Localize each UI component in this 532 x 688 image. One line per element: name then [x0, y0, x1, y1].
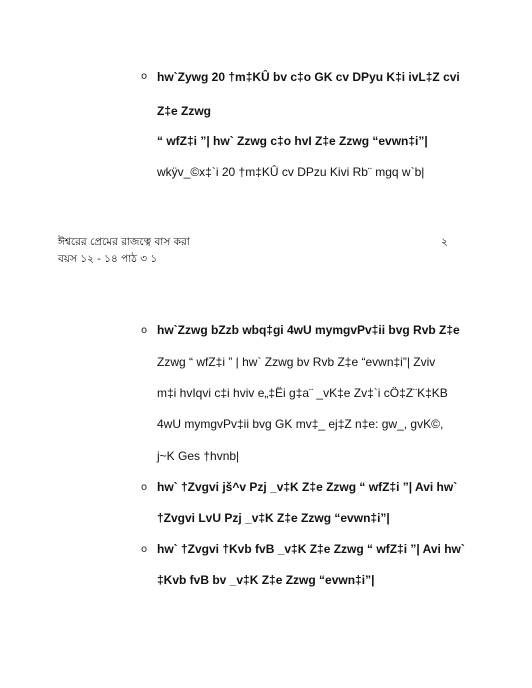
text-line: hw` †Zvgvi jš^v Pzj _v‡K Z‡e Zzwg “ wfZ‡i ”| Avi hw`: [157, 480, 458, 494]
bullet-marker: o: [141, 71, 148, 82]
bullet-marker: o: [141, 482, 148, 493]
text-line: “ wfZ‡i ”| hw` Zzwg c‡o hvI Z‡e Zzwg “evwn‡i”|: [157, 134, 428, 148]
text-line: 4wU mymgvPv‡ii bvg GK mv‡_ ej‡Z n‡e: gw_, gvK©,: [157, 417, 444, 431]
text-line: m‡i hvIqvi c‡i hviv e„‡Ëi g‡a¨ _vK‡e Zv‡`i cÖ‡Z¨K‡KB: [157, 386, 448, 400]
bullet-marker: o: [141, 544, 148, 555]
text-line: ‡Kvb fvB bv _v‡K Z‡e Zzwg “evwn‡i”|: [157, 573, 375, 587]
text-line: j~K Ges †hvnb|: [157, 449, 240, 463]
text-line: hw`Zzwg bZzb wbq‡gi 4wU mymgvPv‡ii bvg Rvb Z‡e: [157, 323, 460, 337]
page-header-title: ঈশ্বরের প্রেমের রাজত্বে বাস করা: [58, 236, 190, 248]
text-line: †Zvgvi LvU Pzj _v‡K Z‡e Zzwg “evwn‡i”|: [157, 511, 390, 525]
page-header-subtitle: বয়স ১২ - ১৪ পাঠ ৩ ১: [58, 253, 158, 265]
text-line: wkÿv_©x‡`i 20 †m‡KÛ cv DPzu Kivi Rb¨ mgq w`b|: [157, 165, 425, 179]
page-number: ২: [441, 236, 448, 248]
text-line: hw` †Zvgvi †Kvb fvB _v‡K Z‡e Zzwg “ wfZ‡i ”| Avi hw`: [157, 542, 465, 556]
text-line: Zzwg “ wfZ‡i ” | hw` Zzwg bv Rvb Z‡e “evwn‡i”| Zviv: [157, 355, 436, 369]
text-line: Z‡e Zzwg: [157, 104, 212, 118]
bullet-marker: o: [141, 325, 148, 336]
text-line: hw`Zywg 20 †m‡KÛ bv c‡o GK cv DPyu K‡i ivL‡Z cvi: [157, 70, 460, 84]
